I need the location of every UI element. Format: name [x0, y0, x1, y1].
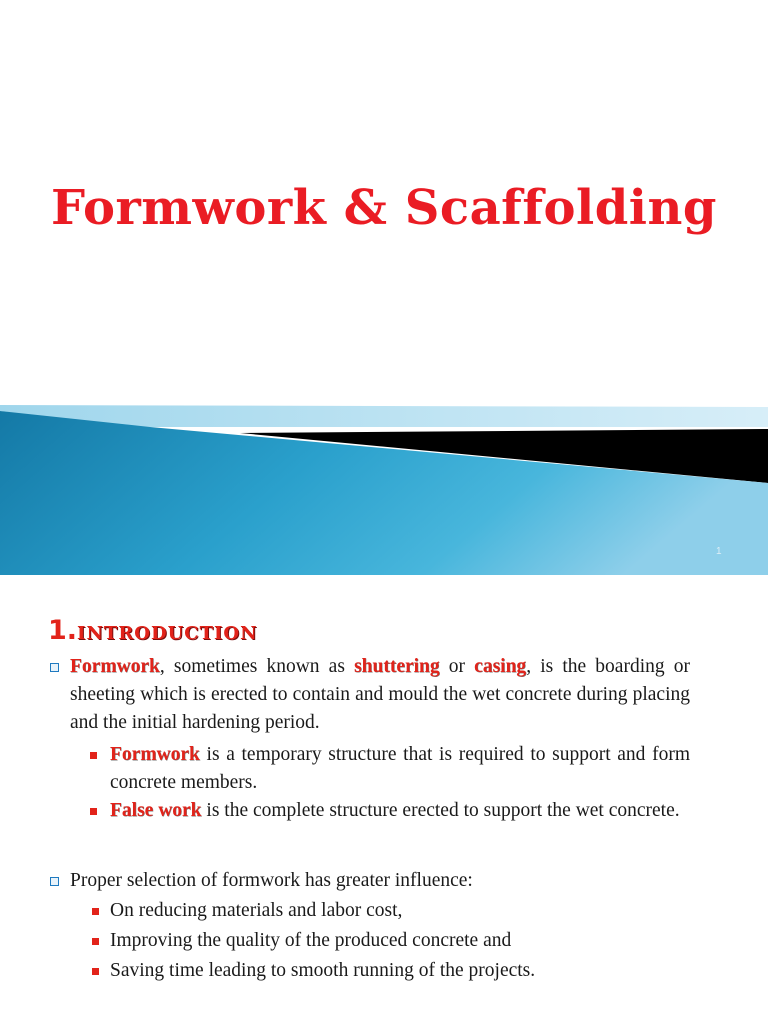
bullet-formwork-temporary: Formwork is a temporary structure that is required to support and form concrete members.	[110, 744, 690, 793]
red-bullet-icon	[90, 752, 97, 759]
slide-title: Formwork & Scaffolding	[51, 180, 717, 236]
slide-number: 1	[716, 546, 722, 557]
square-bullet-icon	[50, 877, 59, 886]
paragraph-formwork-definition: Formwork, sometimes known as shuttering or casing, is the boarding or sheeting which is erected to contain and mould the wet concrete during placing and the initial hardening period.	[70, 656, 690, 733]
red-bullet-icon	[92, 938, 99, 945]
list-item: Saving time leading to smooth running of the projects.	[110, 960, 536, 981]
list-item: Improving the quality of the produced concrete and	[110, 930, 512, 951]
bullet-false-work: False work is the complete structure erected to support the wet concrete.	[110, 800, 680, 821]
heading-text: INTRODUCTION	[77, 623, 258, 644]
square-bullet-icon	[50, 663, 59, 672]
red-bullet-icon	[92, 968, 99, 975]
introduction-slide	[0, 575, 768, 1024]
list-item: On reducing materials and labor cost,	[110, 900, 403, 921]
red-bullet-icon	[92, 908, 99, 915]
section-heading	[48, 615, 258, 646]
red-bullet-icon	[90, 808, 97, 815]
heading-number: 1.	[48, 615, 78, 646]
paragraph-proper-selection: Proper selection of formwork has greater influence:	[70, 870, 473, 891]
decorative-band	[0, 405, 768, 575]
